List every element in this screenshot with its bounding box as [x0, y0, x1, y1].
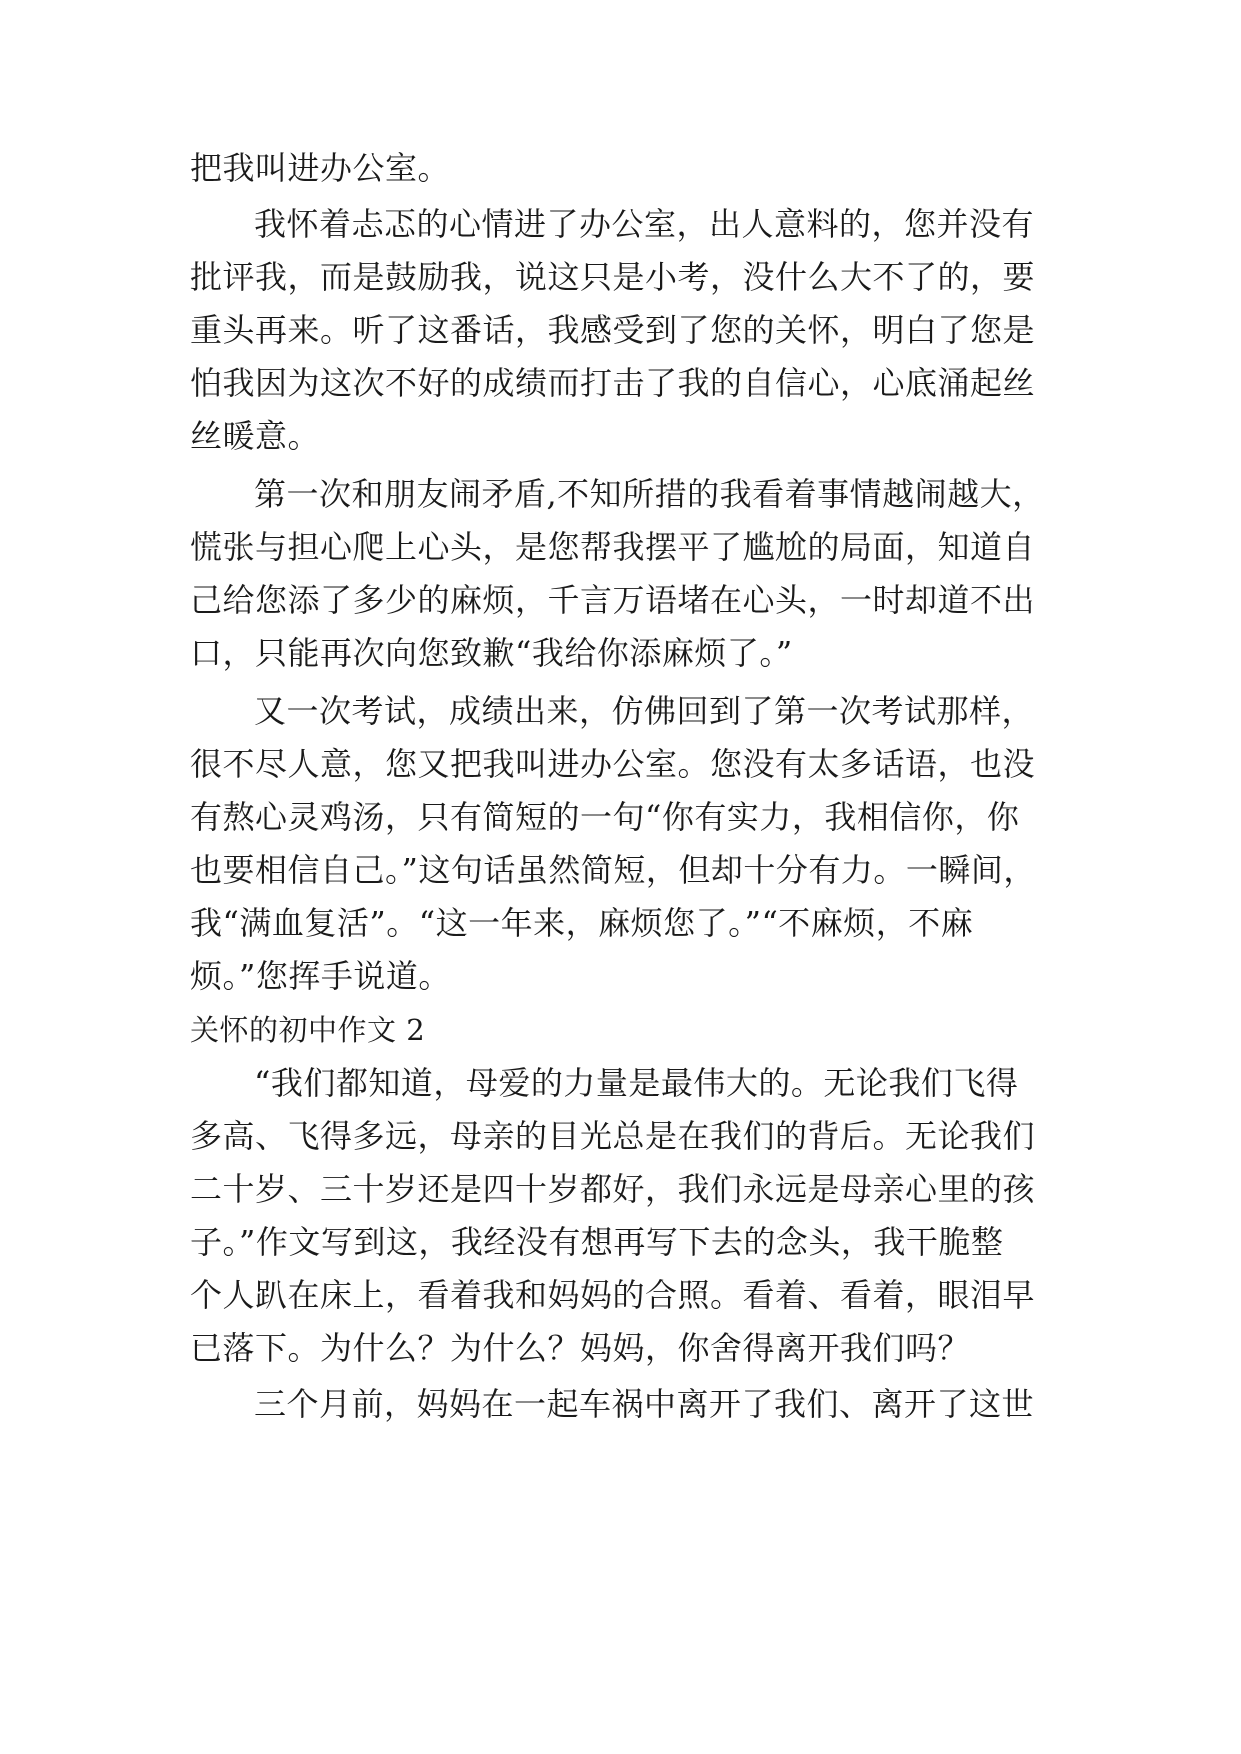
text-line: 个人趴在床上，看着我和妈妈的合照。看着、看着，眼泪早: [190, 1276, 1036, 1314]
text-line: 二十岁、三十岁还是四十岁都好，我们永远是母亲心里的孩: [190, 1170, 1036, 1208]
text-line: 把我叫进办公室。: [190, 149, 451, 187]
text-line: 批评我，而是鼓励我，说这只是小考，没什么大不了的，要: [190, 258, 1036, 296]
text-line: 慌张与担心爬上心头，是您帮我摆平了尴尬的局面，知道自: [190, 528, 1036, 566]
text-line: 怕我因为这次不好的成绩而打击了我的自信心，心底涌起丝: [190, 364, 1036, 402]
text-line: 烦。”您挥手说道。: [190, 957, 451, 995]
text-line: 也要相信自己。”这句话虽然简短，但却十分有力。一瞬间，: [190, 851, 1036, 889]
text-line: 第一次和朋友闹矛盾,不知所措的我看着事情越闹越大，: [254, 475, 1045, 513]
text-line: 重头再来。听了这番话，我感受到了您的关怀，明白了您是: [190, 311, 1036, 349]
text-line: 我“满血复活”。“这一年来，麻烦您了。”“不麻烦，不麻: [190, 904, 974, 942]
text-line: 已落下。为什么？为什么？妈妈，你舍得离开我们吗？: [190, 1329, 971, 1367]
text-line: 丝暖意。: [190, 417, 321, 455]
text-line: 有熬心灵鸡汤，只有简短的一句“你有实力，我相信你，你: [190, 798, 1020, 836]
text-line: 口，只能再次向您致歉“我给你添麻烦了。”: [190, 634, 793, 672]
text-line: 很不尽人意，您又把我叫进办公室。您没有太多话语，也没: [190, 745, 1036, 783]
text-line: “我们都知道，母爱的力量是最伟大的。无论我们飞得: [254, 1064, 1019, 1102]
text-line: 三个月前，妈妈在一起车祸中离开了我们、离开了这世: [254, 1385, 1035, 1423]
text-line: 子。”作文写到这，我经没有想再写下去的念头，我干脆整: [190, 1223, 1004, 1261]
text-line: 我怀着忐忑的心情进了办公室，出人意料的，您并没有: [254, 205, 1035, 243]
text-line: 又一次考试，成绩出来，仿佛回到了第一次考试那样，: [254, 692, 1035, 730]
section-heading: 关怀的初中作文 2: [190, 1013, 426, 1047]
text-line: 己给您添了多少的麻烦，千言万语堵在心头，一时却道不出: [190, 581, 1036, 619]
text-line: 多高、飞得多远，母亲的目光总是在我们的背后。无论我们: [190, 1117, 1036, 1155]
